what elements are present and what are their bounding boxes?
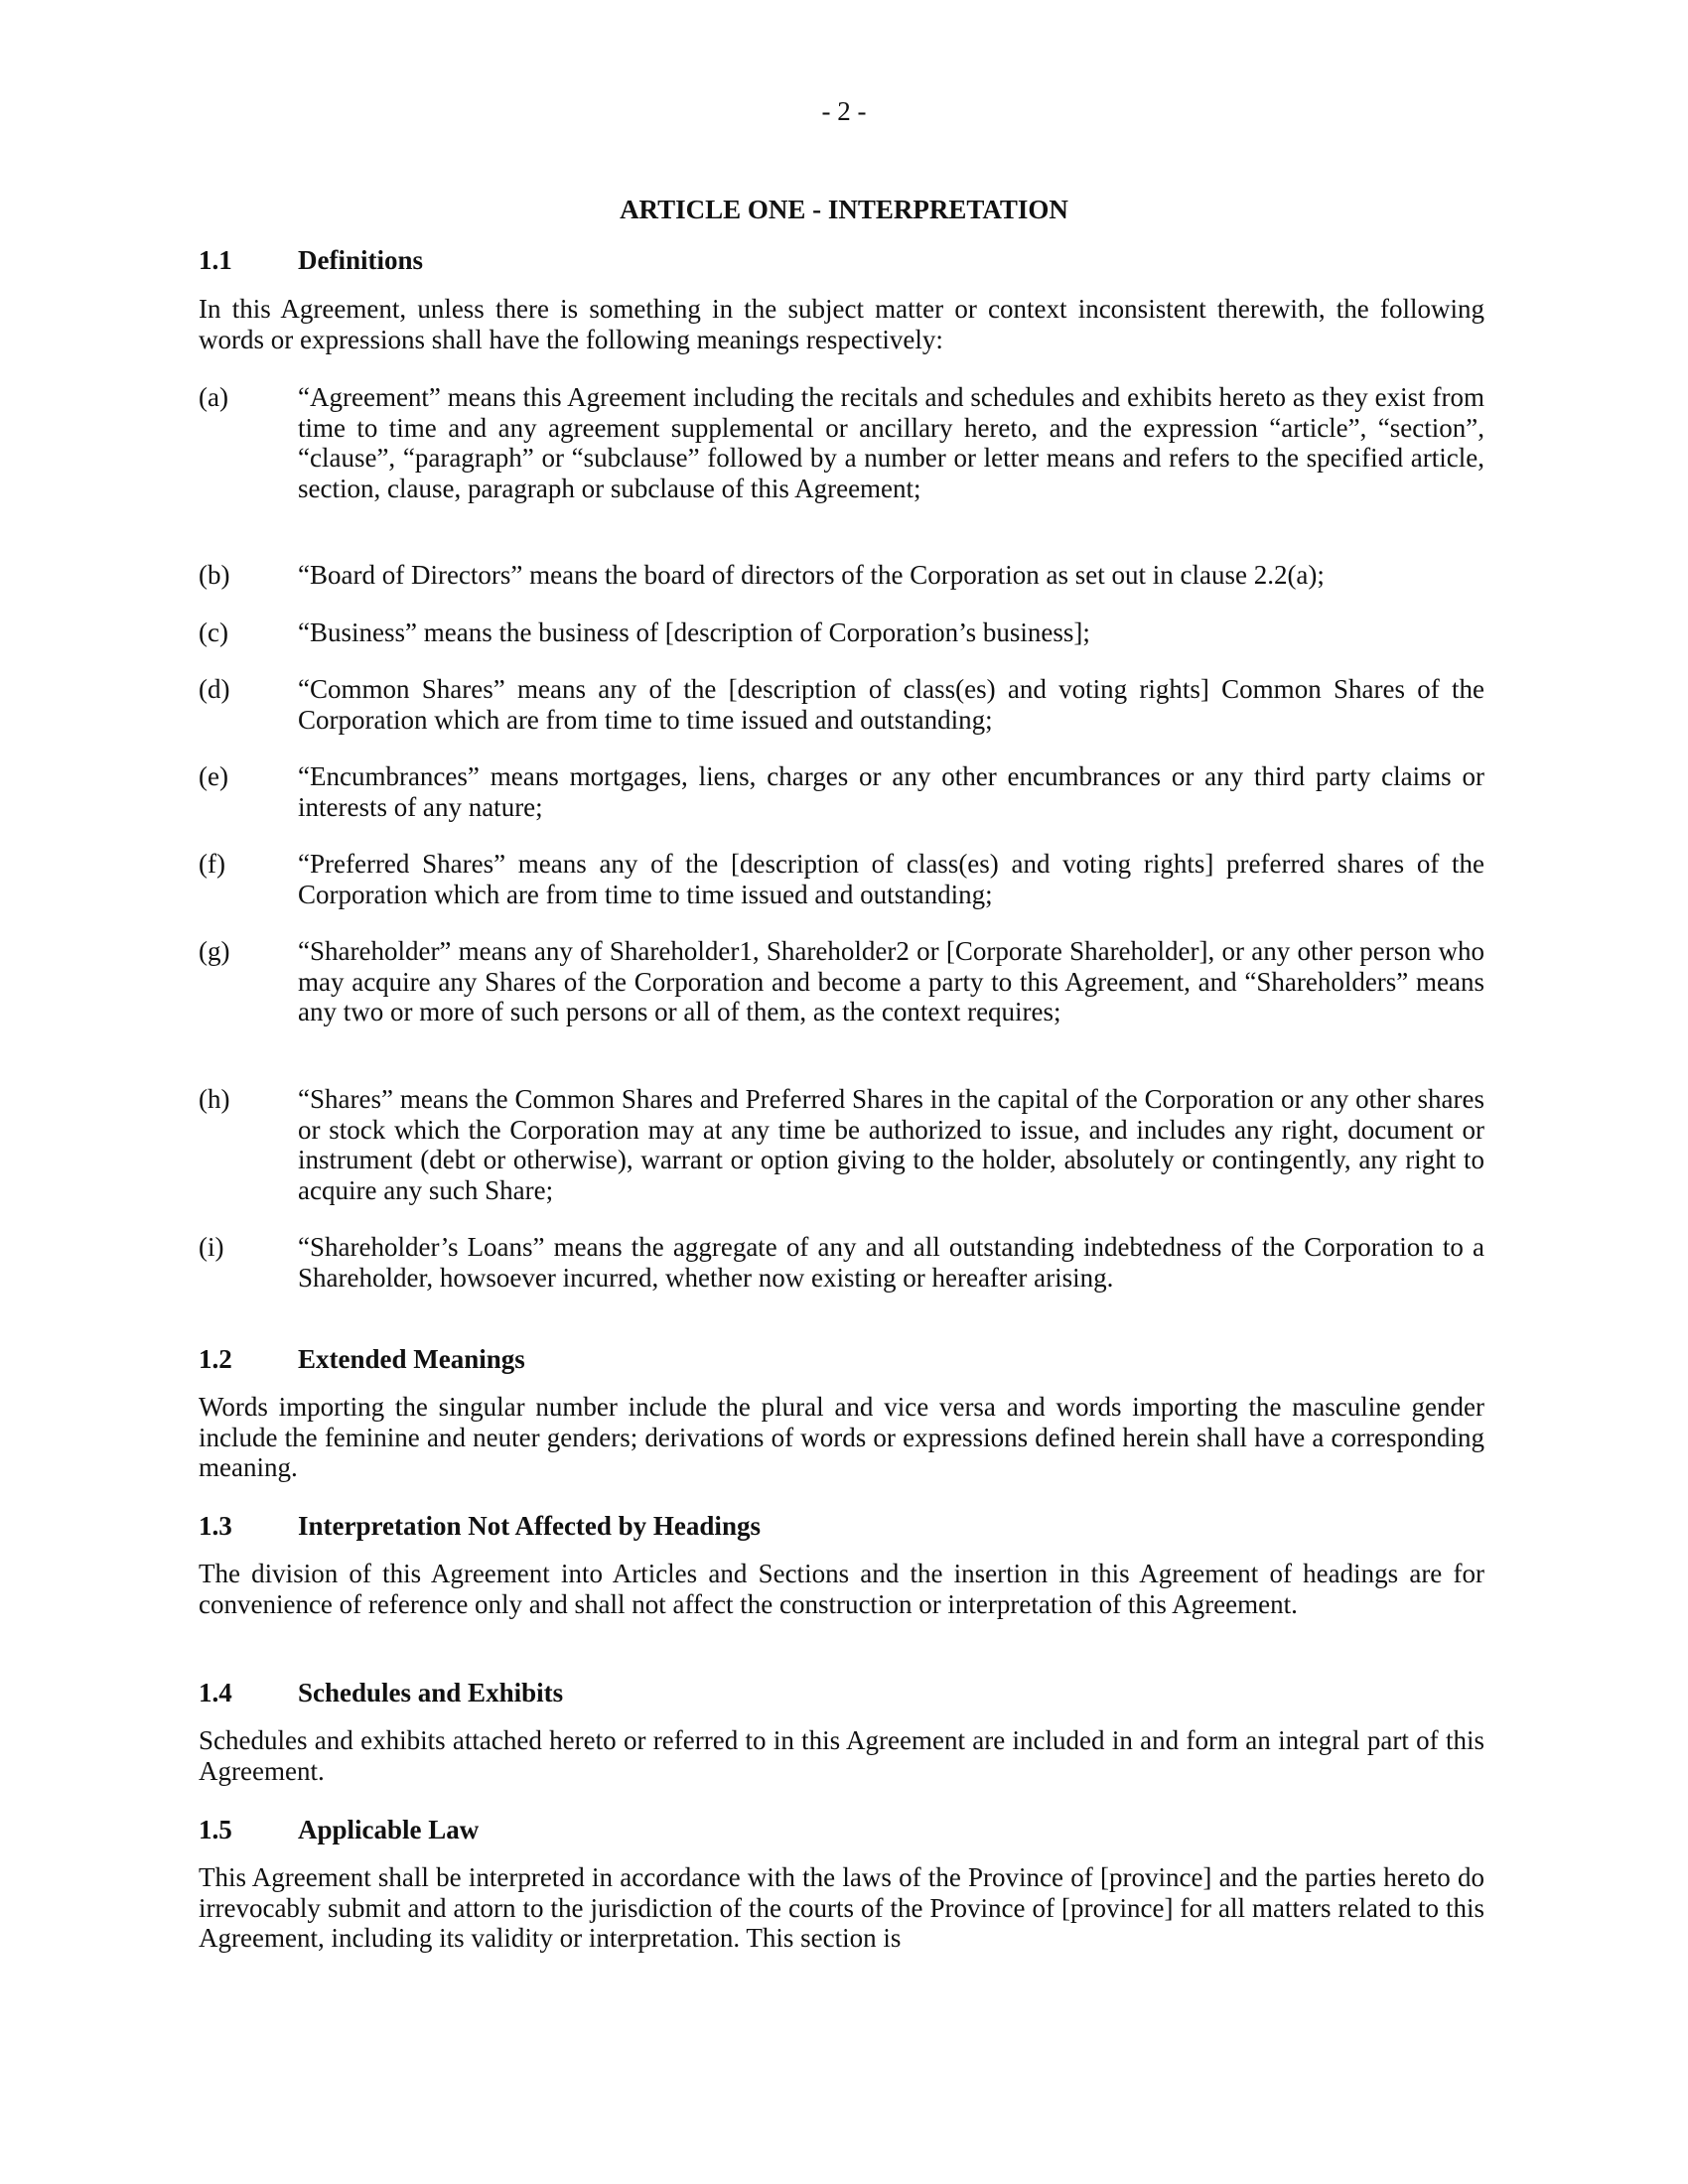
schedules-exhibits-body: Schedules and exhibits attached hereto or referred to in this Agreement are included in and form an integral part of this Agreement.: [199, 1725, 1484, 1786]
definition-text: “Shareholder’s Loans” means the aggregate of any and all outstanding indebtedness of the Corporation to a Shareholder, howsoever incurred, whether now existing or hereafter arising.: [298, 1232, 1484, 1293]
definition-text: “Encumbrances” means mortgages, liens, charges or any other encumbrances or any third party claims or interests of any nature;: [298, 761, 1484, 822]
definition-label: (c): [199, 617, 228, 647]
definition-text: “Business” means the business of [description of Corporation’s business];: [298, 617, 1090, 647]
definition-text: “Agreement” means this Agreement including the recitals and schedules and exhibits hereto as they exist from time to time and any agreement supplemental or ancillary hereto, and the expression “article”, “section”, “clause”, “paragraph” or “subclause” followed by a number or letter means and refers to the specified article, section, clause, paragraph or subclause of this Agreement;: [298, 382, 1484, 503]
applicable-law-body: This Agreement shall be interpreted in accordance with the laws of the Province of [province] and the parties hereto do irrevocably submit and attorn to the jurisdiction of the courts of the Province of [province] for all matters related to this Agreement, including its validity or interpretation. This section is: [199, 1862, 1484, 1953]
section-number: 1.3: [199, 1511, 232, 1541]
definition-label: (a): [199, 382, 228, 412]
interpretation-headings-body: The division of this Agreement into Articles and Sections and the insertion in this Agreement of headings are for convenience of reference only and shall not affect the construction or interpretation of this Agreement.: [199, 1559, 1484, 1619]
definition-text: “Board of Directors” means the board of directors of the Corporation as set out in clause 2.2(a);: [298, 560, 1325, 590]
section-number: 1.1: [199, 245, 232, 275]
section-title: Interpretation Not Affected by Headings: [298, 1511, 761, 1541]
page-number: - 2 -: [821, 96, 867, 126]
definition-text: “Preferred Shares” means any of the [description of class(es) and voting rights] preferred shares of the Corporation which are from time to time issued and outstanding;: [298, 849, 1484, 909]
extended-meanings-body: Words importing the singular number include the plural and vice versa and words importing the masculine gender include the feminine and neuter genders; derivations of words or expressions defined herein shall have a corresponding meaning.: [199, 1392, 1484, 1482]
definition-label: (i): [199, 1232, 224, 1262]
definition-text: “Shares” means the Common Shares and Preferred Shares in the capital of the Corporation or any other shares or stock which the Corporation may at any time be authorized to issue, and includes any right, document or instrument (debt or otherwise), warrant or option giving to the holder, absolutely or contingently, any right to acquire any such Share;: [298, 1084, 1484, 1205]
section-title: Extended Meanings: [298, 1344, 525, 1374]
definition-label: (f): [199, 849, 225, 879]
definition-label: (b): [199, 560, 230, 590]
definition-text: “Shareholder” means any of Shareholder1, Shareholder2 or [Corporate Shareholder], or any other person who may acquire any Shares of the Corporation and become a party to this Agreement, and “Shareholders” means any two or more of such persons or all of them, as the context requires;: [298, 936, 1484, 1026]
section-number: 1.4: [199, 1678, 232, 1707]
definition-label: (d): [199, 674, 230, 704]
section-number: 1.5: [199, 1815, 232, 1844]
definition-label: (e): [199, 761, 228, 791]
definition-label: (h): [199, 1084, 230, 1114]
definition-label: (g): [199, 936, 230, 966]
definitions-intro: In this Agreement, unless there is something in the subject matter or context inconsistent therewith, the following words or expressions shall have the following meanings respectively:: [199, 294, 1484, 354]
section-title: Definitions: [298, 245, 424, 275]
section-title: Schedules and Exhibits: [298, 1678, 564, 1707]
section-number: 1.2: [199, 1344, 232, 1374]
section-title: Applicable Law: [298, 1815, 480, 1844]
article-title: ARTICLE ONE - INTERPRETATION: [620, 195, 1068, 224]
definition-text: “Common Shares” means any of the [description of class(es) and voting rights] Common Shares of the Corporation which are from time to time issued and outstanding;: [298, 674, 1484, 735]
